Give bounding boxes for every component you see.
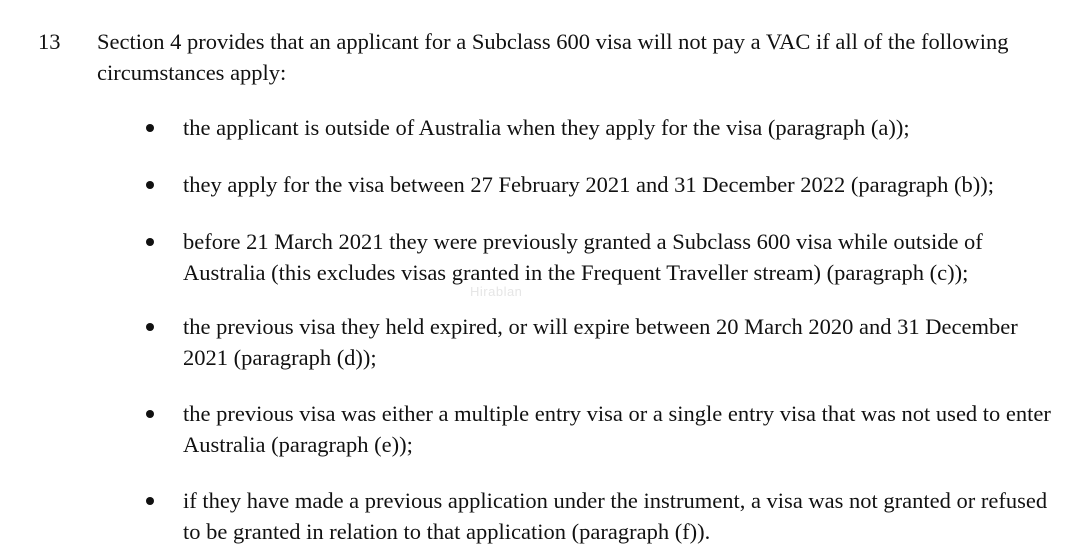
list-item-text: if they have made a previous application under the instrument, a visa was not granted or refused to be granted in relation to that application (paragraph (f)). bbox=[183, 488, 1048, 544]
bullet-icon bbox=[146, 497, 154, 505]
bullet-icon bbox=[146, 410, 154, 418]
list-item-text: they apply for the visa between 27 February 2021 and 31 December 2022 (paragraph (b)); bbox=[183, 172, 994, 197]
bullet-icon bbox=[146, 238, 154, 246]
paragraph-number: 13 bbox=[38, 29, 61, 54]
list-item-text: the previous visa they held expired, or will expire between 20 March 2020 and 31 December 2021 (paragraph (d)); bbox=[183, 314, 1018, 370]
list-item-text: before 21 March 2021 they were previously granted a Subclass 600 visa while outside of Australia (this excludes visas granted in the Frequent Traveller stream) (paragraph (c)); bbox=[183, 229, 983, 285]
list-item-text: the applicant is outside of Australia when they apply for the visa (paragraph (a)); bbox=[183, 115, 910, 140]
bullet-icon bbox=[146, 181, 154, 189]
list-item-text: the previous visa was either a multiple entry visa or a single entry visa that was not used to enter Australia (paragraph (e)); bbox=[183, 401, 1051, 457]
paragraph-text: Section 4 provides that an applicant for a Subclass 600 visa will not pay a VAC if all of the following circumstances apply: bbox=[97, 29, 1009, 85]
bullet-icon bbox=[146, 323, 154, 331]
watermark: Hirablan bbox=[470, 284, 523, 299]
bullet-icon bbox=[146, 124, 154, 132]
